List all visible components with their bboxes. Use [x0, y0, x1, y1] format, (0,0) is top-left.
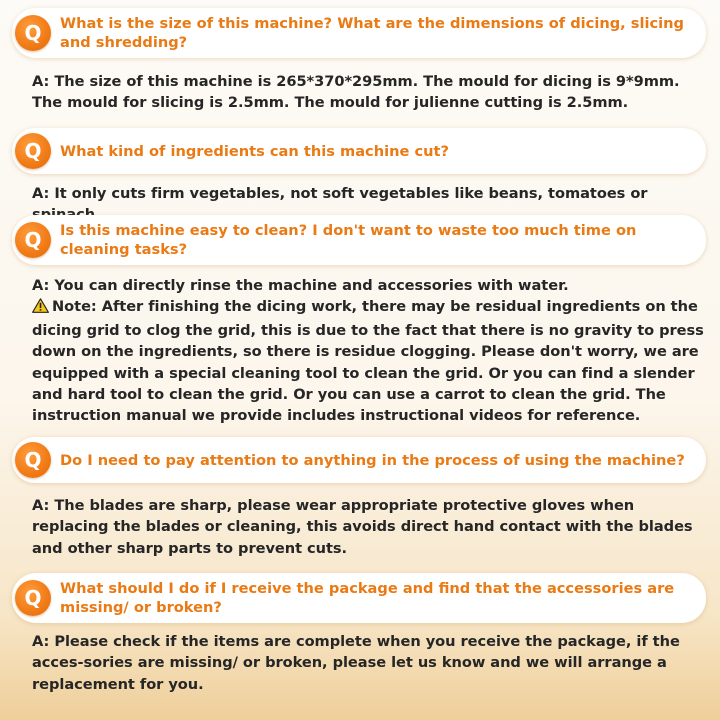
question-2-text: What kind of ingredients can this machine cut?	[60, 142, 449, 160]
answer-3-note	[32, 296, 706, 426]
question-4	[12, 437, 706, 483]
q-badge-icon: Q	[15, 15, 51, 51]
question-2	[12, 128, 706, 174]
answer-3-note-text: Note: After finishing the dicing work, there may be residual ingredients on the dicing grid to clog the grid, this is due to the fact that there is no gravity to press down on the ingredients, so there is residue clogging. Please don't worry, we are equipped with a special cleaning tool to clean the grid. Or you can find a slender and hard tool to clean the grid. Or you can use a carrot to clean the grid. The instruction manual we provide includes instructional videos for reference.	[32, 298, 704, 425]
question-5	[12, 573, 706, 623]
q-badge-icon: Q	[15, 133, 51, 169]
q-badge-icon: Q	[15, 222, 51, 258]
question-4-text: Do I need to pay attention to anything in the process of using the machine?	[60, 451, 685, 469]
answer-4-text: A: The blades are sharp, please wear appropriate protective gloves when replacing the blades or cleaning, this avoids direct hand contact with the blades and other sharp parts to prevent cuts.	[32, 497, 693, 557]
q-badge-icon: Q	[15, 580, 51, 616]
question-1-text: What is the size of this machine? What are the dimensions of dicing, slicing and shredding?	[60, 15, 684, 51]
answer-3	[32, 275, 706, 427]
question-1	[12, 8, 706, 58]
question-3	[12, 215, 706, 265]
question-3-text: Is this machine easy to clean? I don't want to waste too much time on cleaning tasks?	[60, 222, 637, 258]
answer-1	[32, 71, 706, 114]
answer-3-text: A: You can directly rinse the machine and accessories with water.	[32, 277, 569, 294]
answer-4	[32, 495, 706, 559]
answer-5	[32, 631, 706, 695]
question-5-text: What should I do if I receive the package and find that the accessories are missing/ or broken?	[60, 580, 675, 616]
answer-2-text: A: It only cuts firm vegetables, not soft vegetables like beans, tomatoes or	[32, 185, 648, 202]
warning-icon	[32, 298, 49, 319]
answer-1-text: A: The size of this machine is 265*370*295mm. The mould for dicing is 9*9mm. The mould for slicing is 2.5mm. The mould for julienne cutting is 2.5mm.	[32, 73, 680, 112]
answer-5-text: A: Please check if the items are complete when you receive the package, if the acces-sories are missing/ or broken, please let us know and we will arrange a replacement for you.	[32, 633, 680, 693]
q-badge-icon: Q	[15, 442, 51, 478]
